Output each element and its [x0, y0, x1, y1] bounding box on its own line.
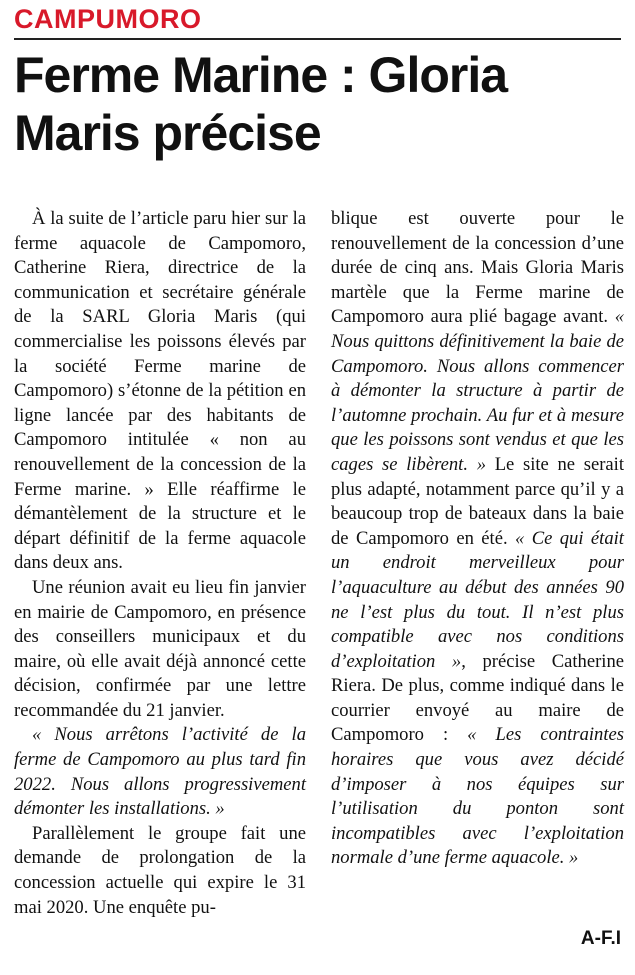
quote-text: « Ce qui était un endroit merveilleux pour l’aquaculture au début des années 90 ne l’est plus du tout. Il n’est plus compatible avec nos conditions d’exploitation »: [331, 527, 624, 672]
body-text: Parallèlement le groupe fait une demande de prolongation de la concession actuelle qui expire le 31 mai 2020. Une enquête pu-: [14, 822, 306, 918]
quote-text: « Les contraintes horaires que vous avez décidé d’imposer à nos équipes sur l’utilisation du ponton sont incompatibles avec l’exploitation normale d’une ferme aquacole. »: [331, 724, 624, 869]
quote-text: « Nous quittons définitivement la baie de Campomoro. Nous allons commencer à démonter la structure à partir de l’automne prochain. Au fur et à mesure que les poissons sont vendus et que les cages se libèrent. »: [331, 306, 624, 475]
article-paragraph: [14, 576, 306, 724]
article-paragraph: [331, 207, 624, 871]
article-column-left: [14, 207, 306, 920]
article-paragraph: [14, 207, 306, 576]
body-text: Le site ne serait plus adapté, notamment parce qu’il y a beaucoup trop de bateaux dans la baie de Campomoro en été.: [331, 453, 625, 549]
article-headline: Ferme Marine : Gloria Maris précise: [14, 47, 508, 161]
author-signature: A-F.I: [580, 928, 621, 949]
body-text: Une réunion avait eu lieu fin janvier en mairie de Campomoro, en présence des conseillers municipaux et du maire, où elle avait déjà annoncé cette décision, confirmée par une lettre recommandée du 21 janvier.: [14, 576, 306, 721]
body-text: blique est ouverte pour le renouvellement de la concession d’une durée de cinq ans. Mais Gloria Maris martèle que la Ferme marine de Campomoro aura plié bagage avant.: [331, 208, 624, 328]
article-paragraph: [14, 723, 306, 821]
body-text: , précise Catherine Riera. De plus, comme indiqué dans le courrier envoyé au maire de Campomoro :: [331, 650, 624, 746]
quote-text: « Nous arrêtons l’activité de la ferme de Campomoro au plus tard fin 2022. Nous allons progressivement démonter les installations. »: [14, 724, 306, 820]
body-text: À la suite de l’article paru hier sur la ferme aquacole de Campomoro, Catherine Riera, directrice de la communication et secrétaire générale de la SARL Gloria Maris (qui commercialise les poissons élevés par la société Ferme marine de Campomoro) s’étonne de la pétition en ligne lancée par des habitants de Campomoro intitulée « non au renouvellement de la concession de la Ferme marine. » Elle réaffirme le démantèlement de la structure et le départ définitif de la ferme aquacole dans deux ans.: [14, 208, 306, 574]
article-paragraph: [14, 822, 306, 920]
header-rule: [14, 38, 621, 40]
section-kicker: CAMPUMORO: [14, 4, 202, 34]
article-column-right: [331, 207, 624, 871]
